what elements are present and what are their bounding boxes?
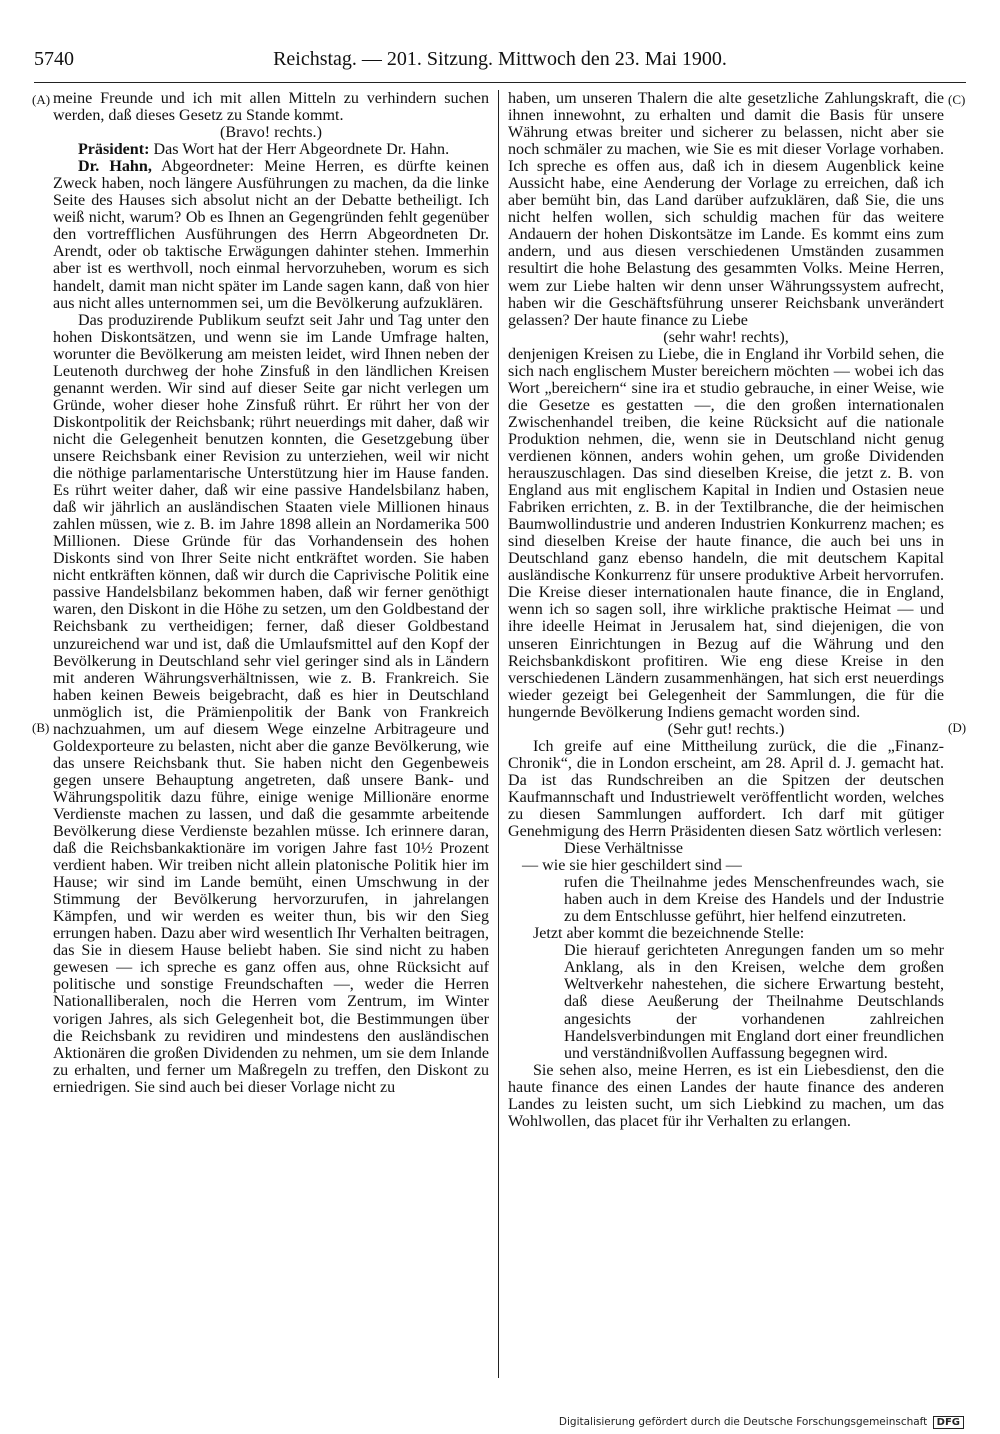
header-rule [34, 82, 966, 83]
column-divider [498, 90, 499, 1378]
page-header [34, 42, 966, 78]
speech-text: Das Wort hat der Herr Abgeordnete Dr. Hahn. [153, 141, 450, 159]
margin-mark-a: (A) [32, 92, 51, 107]
page-title: Reichstag. — 201. Sitzung. Mittwoch den 23. Mai 1900. [273, 48, 727, 70]
paragraph: Das produzirende Publikum seufzt seit Jahr und Tag unter den hohen Diskontsätzen, und wenn sie im Lande Umfrage halten, worunter die Bevölkerung am meisten leidet, wird Ihnen neben der Leutenoth durchweg der hohe Zinsfuß in den ländlichen Kreisen genannt werden. Wir sind auf dieser Seite gar nicht verlegen um Gründe, woher dieser hohe Zinsfuß rührt. Er rührt her von der Diskontpolitik der Reichsbank; rührt neuerdings mit daher, daß wir nicht die Gelegenheit benutzen konnten, die Gesetzgebung über unsere Reichsbank einer Revision zu unterziehen, weil wir nicht die nöthige parlamentarische Unterstützung hier im Hause fanden. Es rührt weiter daher, daß wir eine passive Handelsbilanz haben, daß wir jährlich an ausländischen Staaten viele Millionen hinaus zahlen müssen, wie z. B. im Jahre 1898 allein an Nordamerika 500 Millionen. Diese Gründe für das Vorhandensein des hohen Diskonts sind von Ihrer Seite nicht entkräftet worden. Sie haben nicht entkräften können, daß wir durch die Caprivische Politik eine passive Handelsbilanz bekommen haben, daß wir ferner genöthigt waren, den Diskont in die Höhe zu setzen, um den Goldbestand der Reichsbank zu vertheidigen; ferner, daß dieser Goldbestand unzureichend war und ist, daß die Umlaufsmittel auf den Kopf der Bevölkerung in Deutschland sehr viel geringer sind als in Ländern mit anderen Währungsverhältnissen, wie z. B. Frankreich. Sie haben keinen Beweis beigebracht, daß es hier in Deutschland unmöglich ist, die Prämienpolitik der Bank von Frankreich nachzuahmen, um auf diesem Wege einzelne Arbitrageure und Goldexporteure zu belasten, nicht aber die ganze Bevölkerung, wie das unsere Reichsbank thut. Sie haben nicht den Gegenbeweis gegen unsere Behauptung angetreten, daß unsere Bank- und Währungspolitik dazu führe, einige wenige Millionäre enorme Verdienste machen zu lassen, und daß die gesammte arbeitende Bevölkerung diese Verdienste bezahlen müsse. Ich erinnere daran, daß die Reichsbankaktionäre im vorigen Jahre fast 10½ Prozent verdient haben. Wir treiben nicht allein platonische Politik hier im Hause; wir sind im Lande bemüht, einen Umschwung in der Stimmung der Bevölkerung hervorzurufen, in jahrelangen Kämpfen, und wir werden es weiter thun, bis wir den Sieg errungen haben. Dazu aber wird wesentlich Ihr Verhalten beitragen, das Sie in diesem Hause beliebt haben. Sie sind nicht zu haben gewesen — ich spreche es ganz offen aus, ohne Rücksicht auf politische und sonstige Freundschaften —, weder die Herren Nationalliberalen, noch die Herren vom Zentrum, im Winter vorigen Jahres, als sich Gelegenheit bot, die Bestimmungen über die Reichsbank zu revidiren und mindestens den ausländischen Aktionären die großen Dividenden zu nehmen, um sie dem Inlande zu erhalten, und ferner um Maßregeln zu treffen, den Diskont zu erniedrigen. Sie sind auch bei dieser Vorlage nicht zu [53, 311, 489, 1096]
margin-mark-d: (D) [948, 720, 967, 735]
paragraph [53, 141, 489, 158]
paragraph: denjenigen Kreisen zu Liebe, die in England ihr Vorbild sehen, die sich nach englischem Muster bereichern möchten — wobei ich das Wort „bereichern“ sine ira et studio gebrauche, in einer Weise, wie die Gesetze es gestatten —, die den großen internationalen Zwischenhandel treiben, die keine Rücksicht auf die nationale Produktion nehmen, die, wenn sie in Deutschland nicht genug verdienen können, anders wohin gehen, um große Dividenden herauszuschlagen. Das sind dieselben Kreise, die jetzt z. B. von England aus mit englischem Kapital in Indien und Ostasien neue Fabriken errichten, z. B. in der Textilbranche, die der heimischen Baumwollindustrie und anderen Industrien Konkurrenz machen; es sind dieselben Kreise der haute finance, die auch bei uns in Deutschland ganz ebenso handeln, die mit deutschem Kapital ausländische Konkurrenz für unsere produktive Arbeit hervorrufen. Die Kreise dieser internationalen haute finance, die in England, wenn ich so sagen soll, ihre wirkliche praktische Heimat — und ihre ideelle Heimat in Jerusalem hat, sind diejenigen, die von unseren Einrichtungen in Bezug auf die Währung und den Reichsbankdiskont profitiren. Wie eng diese Kreise in den verschiedenen Ländern zusammenhängen, hat sich erst neuerdings wieder gezeigt bei Gelegenheit der Sammlungen, die für die hungernde Bevölkerung Indiens gemacht worden sind. [508, 345, 944, 721]
paragraph: haben, um unseren Thalern die alte gesetzliche Zahlungskraft, die ihnen innewohnt, zu erhalten und damit die Basis für unsere Währung etwas breiter und sicherer zu belassen, nicht aber sie noch schmäler zu machen, wie Sie es mit dieser Vorlage vorhaben. Ich spreche es offen aus, daß ich in diesem Augenblick keine Aussicht habe, eine Aenderung der Vorlage zu erreichen, daß ich aber bemüht bin, das Land darüber aufzuklären, daß Sie, die uns nicht helfen wollen, sich schuldig machen für das weitere Andauern der hohen Diskontsätze im Lande. Es kommt eins zum andern, und aus diesen verschiedenen Umständen zusammen resultirt die hohe Belastung des gesammten Volks. Meine Herren, wem zur Liebe halten wir denn unser Währungssystem aufrecht, haben wir die Geschäftsführung unserer Reichsbank unverändert gelassen? Der haute finance zu Liebe [508, 90, 944, 329]
interjection: (Bravo! rechts.) [220, 124, 322, 142]
interjection: (Sehr gut! rechts.) [667, 720, 785, 738]
quote-block: Die hierauf gerichteten Anregungen fanden um so mehr Anklang, als in den Kreisen, welche dem großen Weltverkehr nahestehen, die sichere Erwartung besteht, daß diese Aeußerung der Theilnahme Deutschlands angesichts der vorhandenen zahlreichen Handelsverbindungen mit England dort einer freundlichen und verständnißvollen Auffassung begegnen wird. [564, 942, 944, 1062]
credit-text: Digitalisierung gefördert durch die Deutsche Forschungsgemeinschaft [558, 1416, 928, 1428]
speaker-name: Präsident: [77, 141, 150, 159]
paragraph: Jetzt aber kommt die bezeichnende Stelle: [532, 925, 805, 943]
dfg-logo: DFG [933, 1416, 964, 1429]
speaker-name: Dr. Hahn, [77, 158, 152, 176]
digitization-credit [559, 1416, 964, 1429]
quote-line: Diese Verhältnisse [564, 840, 684, 858]
margin-mark-c: (C) [948, 92, 966, 107]
quote-insert: — wie sie hier geschildert sind — [522, 857, 742, 875]
quote-block: rufen die Theilnahme jedes Menschenfreundes wach, sie haben auch in dem Kreise des Handels und der Industrie zu dem Entschlusse geführt, hier helfend einzutreten. [564, 874, 944, 926]
paragraph: Sie sehen also, meine Herren, es ist ein Liebesdienst, den die haute finance des einen Landes der haute finance des anderen Landes zu leisten sucht, um sich Liebkind zu machen, um das Wohlwollen, das placet für ihr Verhalten zu erlangen. [508, 1061, 944, 1130]
paragraph [53, 158, 489, 311]
paragraph: meine Freunde und ich mit allen Mitteln zu verhindern suchen werden, daß dieses Gesetz zu Stande kommt. [53, 90, 489, 125]
margin-mark-b: (B) [32, 720, 50, 735]
left-column [53, 90, 489, 1380]
page-number: 5740 [34, 48, 74, 70]
right-column [508, 90, 944, 1380]
paragraph: Ich greife auf eine Mittheilung zurück, die die „Finanz-Chronik“, die in London erscheint, am 28. April d. J. gemacht hat. Da ist das Rundschreiben an die Spitzen der deutschen Kaufmannschaft und Industriewelt veröffentlicht worden, welches zu diesen Sammlungen auffordert. Ich darf mit gütiger Genehmigung des Herrn Präsidenten diesen Satz wörtlich verlesen: [508, 737, 944, 841]
speech-text: Abgeordneter: Meine Herren, es dürfte keinen Zweck haben, noch längere Ausführungen zu machen, da die linke Seite des Hauses sich absolut nicht an der Debatte betheiligt. Ich weiß nicht, warum? Ob es Ihnen an Gegengründen fehlt gegenüber den vortrefflichen Ausführungen des Herrn Abgeordneten Dr. Arendt, oder ob taktische Erwägungen dahinter stehen. Immerhin aber ist es werthvoll, noch einmal hervorzuheben, worum es sich handelt, damit man nicht später im Lande sagen kann, daß von hier aus nicht alles unternommen sei, um die Bevölkerung aufzuklären. [53, 158, 489, 312]
interjection: (sehr wahr! rechts), [663, 328, 789, 346]
